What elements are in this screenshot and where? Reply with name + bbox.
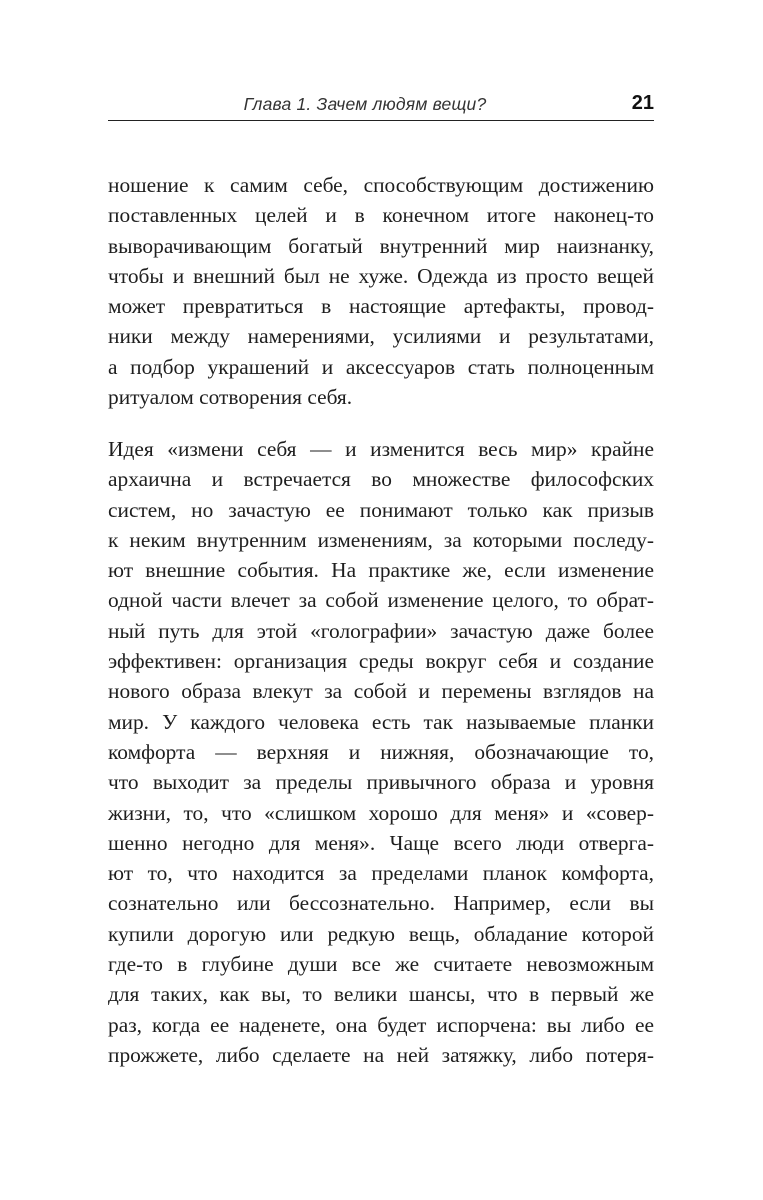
text-line: ники между намерениями, усилиями и результатами, bbox=[108, 324, 654, 349]
text-line: сознательно или бессознательно. Например, если вы bbox=[108, 891, 654, 916]
text-line: ритуалом сотворения себя. bbox=[108, 385, 353, 410]
text-line: может превратиться в настоящие артефакты, провод- bbox=[108, 294, 654, 319]
text-line: что выходит за пределы привычного образа и уровня bbox=[108, 770, 654, 795]
running-header bbox=[108, 92, 654, 121]
text-line: ный путь для этой «голографии» зачастую даже более bbox=[108, 618, 654, 643]
chapter-title: Глава 1. Зачем людям вещи? bbox=[243, 94, 487, 114]
text-line: где-то в глубине души все же считаете невозможным bbox=[108, 952, 654, 977]
text-line: шенно негодно для меня». Чаще всего люди отверга- bbox=[108, 830, 654, 855]
text-line: эффективен: организация среды вокруг себя и создание bbox=[108, 649, 654, 674]
text-line: поставленных целей и в конечном итоге наконец-то bbox=[108, 203, 654, 228]
text-line: чтобы и внешний был не хуже. Одежда из просто вещей bbox=[108, 263, 654, 288]
text-line: архаична и встречается во множестве философских bbox=[108, 467, 654, 492]
text-line: раз, когда ее наденете, она будет испорчена: вы либо ее bbox=[108, 1012, 654, 1037]
text-line: одной части влечет за собой изменение целого, то обрат- bbox=[108, 588, 654, 613]
text-line: комфорта — верхняя и нижняя, обозначающие то, bbox=[108, 739, 654, 764]
text-line: систем, но зачастую ее понимают только как призыв bbox=[108, 497, 654, 522]
text-line: для таких, как вы, то велики шансы, что в первый же bbox=[108, 982, 654, 1007]
text-line: ют внешние события. На практике же, если изменение bbox=[108, 558, 654, 583]
text-line: Идея «измени себя — и изменится весь мир» крайне bbox=[108, 437, 654, 461]
text-line: ют то, что находится за пределами планок комфорта, bbox=[108, 861, 654, 886]
text-line: а подбор украшений и аксессуаров стать полноценным bbox=[108, 354, 654, 379]
text-line: мир. У каждого человека есть так называемые планки bbox=[108, 709, 654, 734]
text-line: прожжете, либо сделаете на ней затяжку, либо потеря- bbox=[108, 1042, 654, 1067]
paragraph-1 bbox=[108, 170, 654, 412]
text-line: к неким внутренним изменениям, за которыми последу- bbox=[108, 527, 654, 552]
text-line: ношение к самим себе, способствующим достижению bbox=[108, 173, 654, 197]
text-line: выворачивающим богатый внутренний мир наизнанку, bbox=[108, 233, 654, 258]
paragraph-2 bbox=[108, 434, 654, 1070]
text-line: жизни, то, что «слишком хорошо для меня» и «совер- bbox=[108, 800, 654, 825]
page-number: 21 bbox=[631, 92, 654, 114]
text-line: купили дорогую или редкую вещь, обладание которой bbox=[108, 921, 654, 946]
text-line: нового образа влекут за собой и перемены взглядов на bbox=[108, 679, 654, 704]
